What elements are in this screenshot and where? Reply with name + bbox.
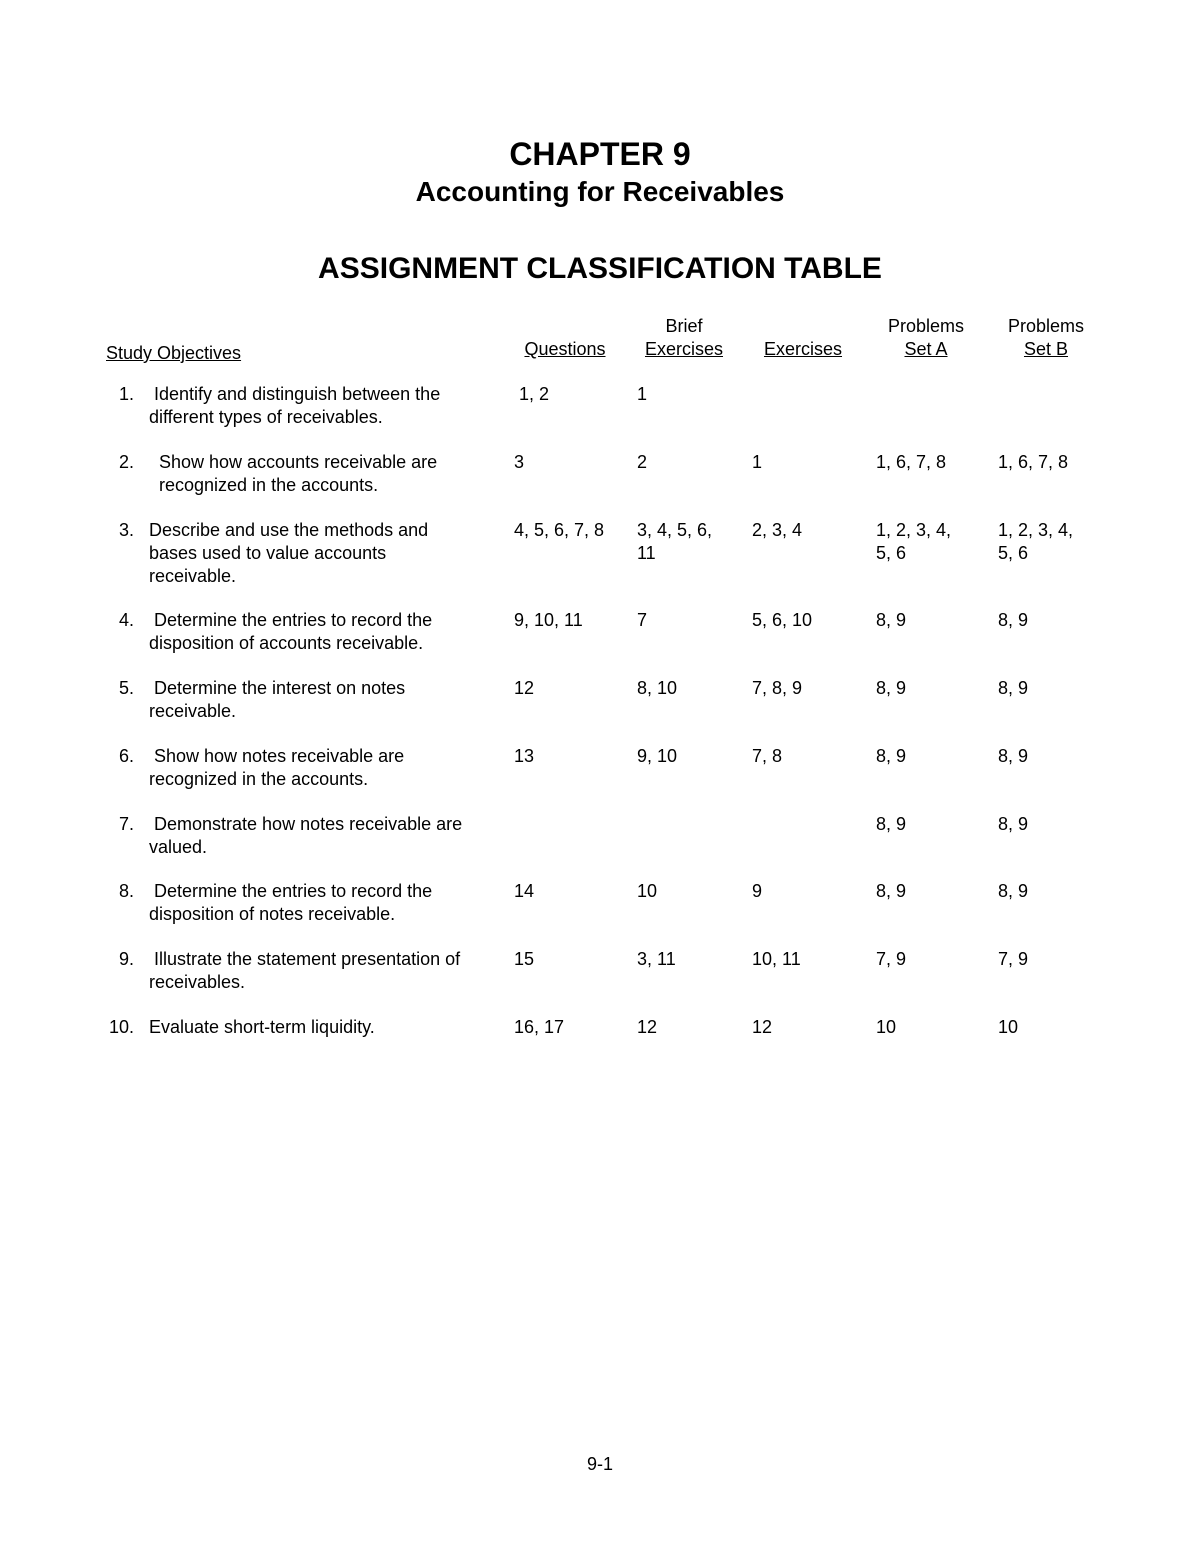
row-problems-set-a: 7, 9: [876, 949, 907, 969]
row-problems-set-b: 7, 9: [998, 949, 1029, 969]
row-exercises: 2, 3, 4: [752, 520, 803, 540]
row-number: 4.: [118, 610, 134, 630]
row-exercises: 5, 6, 10: [752, 610, 813, 630]
page-number: 9-1: [586, 1454, 613, 1474]
row-questions: 1, 2: [514, 384, 550, 404]
row-brief-exercises: 3, 11: [637, 949, 676, 969]
row-questions: 14: [514, 881, 535, 901]
row-number: 7.: [118, 814, 134, 834]
row-objective: Demonstrate how notes receivable are valued.: [149, 814, 463, 857]
header-exercises: Exercises: [763, 339, 843, 359]
row-problems-set-a: 8, 9: [876, 610, 907, 630]
row-number: 8.: [118, 881, 134, 901]
row-questions: 12: [514, 678, 535, 698]
row-exercises: 7, 8, 9: [752, 678, 803, 698]
row-problems-set-b: 8, 9: [998, 610, 1029, 630]
row-objective: Identify and distinguish between the different types of receivables.: [149, 384, 441, 427]
row-questions: 13: [514, 746, 535, 766]
table-title: ASSIGNMENT CLASSIFICATION TABLE: [318, 252, 882, 285]
row-brief-exercises: 3, 4, 5, 6, 11: [637, 520, 713, 563]
row-exercises: 12: [752, 1017, 773, 1037]
header-brief-top: Brief: [665, 316, 703, 336]
header-brief-exercises: Exercises: [644, 339, 724, 359]
row-problems-set-b: 1, 2, 3, 4, 5, 6: [998, 520, 1074, 563]
row-brief-exercises: 8, 10: [637, 678, 678, 698]
row-brief-exercises: 9, 10: [637, 746, 678, 766]
row-number: 6.: [118, 746, 134, 766]
row-problems-set-a: 10: [876, 1017, 897, 1037]
row-number: 2.: [118, 452, 134, 472]
chapter-subtitle: Accounting for Receivables: [415, 176, 785, 207]
row-problems-set-b: 8, 9: [998, 678, 1029, 698]
row-problems-set-a: 1, 2, 3, 4, 5, 6: [876, 520, 952, 563]
header-questions: Questions: [524, 339, 606, 359]
header-problems-set-b: Set B: [1023, 339, 1069, 359]
header-problems-b-top: Problems: [1007, 316, 1085, 336]
row-problems-set-b: 10: [998, 1017, 1019, 1037]
row-questions: 4, 5, 6, 7, 8: [514, 520, 605, 540]
row-objective: Determine the entries to record the disposition of accounts receivable.: [149, 610, 433, 653]
row-problems-set-b: 8, 9: [998, 746, 1029, 766]
row-problems-set-a: 8, 9: [876, 814, 907, 834]
row-objective: Show how notes receivable are recognized in the accounts.: [149, 746, 405, 789]
row-brief-exercises: 12: [637, 1017, 658, 1037]
row-problems-set-a: 8, 9: [876, 881, 907, 901]
chapter-heading: CHAPTER 9: [509, 136, 691, 172]
row-number: 9.: [118, 949, 134, 969]
row-exercises: 7, 8: [752, 746, 783, 766]
row-number: 1.: [118, 384, 134, 404]
row-exercises: 1: [752, 452, 763, 472]
row-problems-set-a: 1, 6, 7, 8: [876, 452, 947, 472]
row-brief-exercises: 2: [637, 452, 648, 472]
row-objective: Show how accounts receivable are recognized in the accounts.: [159, 452, 438, 495]
row-objective: Determine the entries to record the disposition of notes receivable.: [149, 881, 433, 924]
row-problems-set-b: 8, 9: [998, 814, 1029, 834]
row-exercises: 9: [752, 881, 763, 901]
header-problems-set-a: Set A: [904, 339, 948, 359]
row-objective: Describe and use the methods and bases used to value accounts receivable.: [149, 520, 429, 586]
row-exercises: 10, 11: [752, 949, 801, 969]
row-questions: 3: [514, 452, 525, 472]
row-questions: 9, 10, 11: [514, 610, 583, 630]
row-number: 3.: [118, 520, 134, 540]
row-questions: 16, 17: [514, 1017, 565, 1037]
row-problems-set-b: 1, 6, 7, 8: [998, 452, 1069, 472]
row-brief-exercises: 7: [637, 610, 648, 630]
row-questions: 15: [514, 949, 535, 969]
row-number: 5.: [118, 678, 134, 698]
header-study-objectives: Study Objectives: [106, 343, 242, 363]
row-problems-set-a: 8, 9: [876, 746, 907, 766]
row-brief-exercises: 10: [637, 881, 658, 901]
header-problems-a-top: Problems: [887, 316, 965, 336]
row-objective: Illustrate the statement presentation of receivables.: [149, 949, 461, 992]
row-problems-set-b: 8, 9: [998, 881, 1029, 901]
row-number: 10.: [108, 1017, 134, 1037]
row-objective: Evaluate short-term liquidity.: [149, 1017, 375, 1037]
row-objective: Determine the interest on notes receivable.: [149, 678, 406, 721]
row-brief-exercises: 1: [637, 384, 648, 404]
row-problems-set-a: 8, 9: [876, 678, 907, 698]
